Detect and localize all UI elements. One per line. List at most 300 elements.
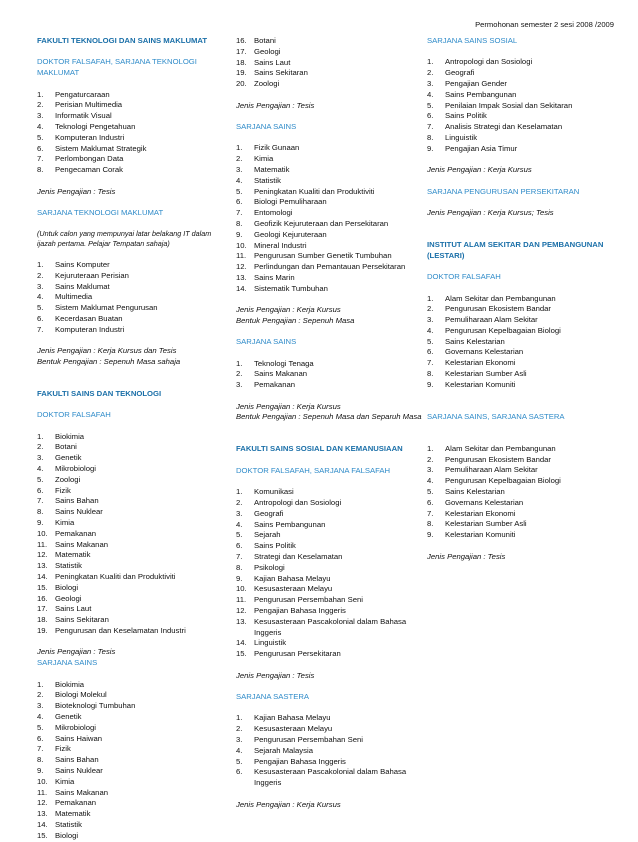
list-item bbox=[37, 325, 217, 336]
list-item bbox=[427, 519, 617, 530]
list-text: Pengurusan Ekosistem Bandar bbox=[445, 304, 551, 314]
list-item bbox=[37, 561, 217, 572]
list-item bbox=[37, 271, 217, 282]
list-number: 9. bbox=[427, 530, 434, 540]
list-item bbox=[37, 680, 217, 691]
faculty-heading: FAKULTI SAINS SOSIAL DAN KEMANUSIAAN bbox=[236, 444, 403, 454]
list-number: 1. bbox=[37, 89, 44, 99]
list-item bbox=[427, 315, 617, 326]
list-number: 12. bbox=[236, 262, 247, 272]
list-text: Statistik bbox=[254, 175, 281, 185]
study-type-text: Jenis Pengajian : Tesis bbox=[37, 186, 116, 196]
list-number: 19. bbox=[236, 68, 247, 78]
list-item bbox=[37, 282, 217, 293]
list-item bbox=[236, 595, 424, 606]
list-item bbox=[427, 326, 617, 337]
list-text: Sains Maklumat bbox=[55, 281, 110, 291]
study-type-text: Jenis Pengajian : Tesis bbox=[37, 647, 116, 657]
list-number: 4. bbox=[427, 476, 434, 486]
list-text: Pengurusan Persembahan Seni bbox=[254, 595, 363, 605]
list-item bbox=[37, 583, 217, 594]
list-text: Sains Pembangunan bbox=[445, 89, 517, 99]
programme-heading: SARJANA TEKNOLOGI MAKLUMAT bbox=[37, 207, 164, 217]
list-text: Geologi Kejuruteraan bbox=[254, 229, 327, 239]
list-text: Sains Kelestarian bbox=[445, 487, 505, 497]
list-number: 8. bbox=[37, 507, 44, 517]
spacer bbox=[236, 391, 424, 402]
list-number: 1. bbox=[427, 443, 434, 453]
list-text: Pemuliharaan Alam Sekitar bbox=[445, 315, 538, 325]
list-number: 1. bbox=[427, 293, 434, 303]
list-text: Kecerdasan Buatan bbox=[55, 313, 123, 323]
list-number: 6. bbox=[37, 733, 44, 743]
programme-heading: SARJANA SAINS bbox=[236, 121, 297, 131]
spacer bbox=[236, 133, 424, 144]
list-item bbox=[236, 724, 424, 735]
list-item bbox=[37, 518, 217, 529]
list-number: 6. bbox=[427, 111, 434, 121]
list-text: Sains Kelestarian bbox=[445, 336, 505, 346]
list-text: Mikrobiologi bbox=[55, 464, 97, 474]
list-text: Kelestarian Sumber Asli bbox=[445, 519, 527, 529]
list-number: 12. bbox=[37, 550, 48, 560]
list-number: 6. bbox=[236, 541, 243, 551]
list-text: Biokimia bbox=[55, 679, 85, 689]
list-number: 3. bbox=[427, 315, 434, 325]
list-number: 2. bbox=[37, 442, 44, 452]
list-text: Sistematik Tumbuhan bbox=[254, 283, 328, 293]
list-item bbox=[236, 47, 424, 58]
list-text: Biokimia bbox=[55, 431, 85, 441]
list-number: 1. bbox=[427, 57, 434, 67]
list-item bbox=[236, 520, 424, 531]
list-text: Kesusasteraan Pascakolonial dalam Bahasa Inggeris bbox=[254, 616, 407, 637]
list-number: 16. bbox=[37, 593, 48, 603]
list-number: 2. bbox=[37, 100, 44, 110]
list-item bbox=[427, 347, 617, 358]
list-text: Kejuruteraan Perisian bbox=[55, 270, 129, 280]
list-item bbox=[427, 476, 617, 487]
list-text: Kelestarian Ekonomi bbox=[445, 358, 516, 368]
list-text: Kesusasteraan Melayu bbox=[254, 724, 333, 734]
list-item bbox=[236, 219, 424, 230]
list-text: Pengurusan Persekitaran bbox=[254, 649, 341, 659]
list-number: 8. bbox=[37, 755, 44, 765]
list-number: 12. bbox=[37, 798, 48, 808]
list-text: Pemakanan bbox=[55, 528, 97, 538]
list-number: 8. bbox=[236, 218, 243, 228]
study-type-text: Jenis Pengajian : Kerja Kursus dan Tesis bbox=[37, 346, 177, 356]
list-text: Sains Haiwan bbox=[55, 733, 103, 743]
list-item bbox=[236, 638, 424, 649]
list-number: 9. bbox=[236, 229, 243, 239]
spacer bbox=[427, 197, 617, 208]
study-type-text: Bentuk Pengajian : Sepenuh Masa bbox=[236, 315, 355, 325]
list-number: 4. bbox=[37, 292, 44, 302]
spacer bbox=[236, 434, 424, 445]
study-type-text: Jenis Pengajian : Tesis bbox=[427, 551, 506, 561]
list-number: 13. bbox=[236, 616, 247, 626]
list-item bbox=[37, 798, 217, 809]
list-text: Sains Nuklear bbox=[55, 507, 103, 517]
list-item bbox=[427, 144, 617, 155]
list-item bbox=[236, 606, 424, 617]
study-type-text: Jenis Pengajian : Kerja Kursus bbox=[427, 165, 532, 175]
list-item bbox=[236, 359, 424, 370]
list-number: 8. bbox=[236, 562, 243, 572]
list-item bbox=[236, 746, 424, 757]
list-number: 7. bbox=[37, 324, 44, 334]
list-text: Kesusasteraan Melayu bbox=[254, 584, 333, 594]
faculty-heading: FAKULTI SAINS DAN TEKNOLOGI bbox=[37, 388, 162, 398]
list-number: 1. bbox=[236, 487, 243, 497]
spacer bbox=[236, 348, 424, 359]
list-text: Kajian Bahasa Melayu bbox=[254, 713, 331, 723]
list-text: Kelestarian Sumber Asli bbox=[445, 369, 527, 379]
list-item bbox=[236, 262, 424, 273]
study-type-text: Bentuk Pengajian : Sepenuh Masa dan Separuh Masa bbox=[236, 412, 422, 422]
list-text: Sains Bahan bbox=[55, 755, 99, 765]
list-item bbox=[37, 734, 217, 745]
list-number: 15. bbox=[236, 649, 247, 659]
list-item bbox=[37, 432, 217, 443]
list-item bbox=[236, 649, 424, 660]
list-item bbox=[236, 369, 424, 380]
list-text: Governans Kelestarian bbox=[445, 497, 524, 507]
spacer bbox=[37, 400, 217, 411]
list-number: 11. bbox=[37, 787, 48, 797]
list-item bbox=[37, 594, 217, 605]
list-text: Strategi dan Keselamatan bbox=[254, 552, 343, 562]
list-item bbox=[37, 496, 217, 507]
spacer bbox=[236, 477, 424, 488]
list-number: 5. bbox=[427, 336, 434, 346]
list-number: 1. bbox=[236, 143, 243, 153]
list-item bbox=[37, 100, 217, 111]
list-number: 7. bbox=[37, 744, 44, 754]
list-item bbox=[427, 68, 617, 79]
list-text: Pengurusan Persembahan Seni bbox=[254, 734, 363, 744]
list-number: 4. bbox=[236, 175, 243, 185]
list-text: Fizik Gunaan bbox=[254, 143, 300, 153]
list-text: Biologi Molekul bbox=[55, 690, 107, 700]
note-text: (Untuk calon yang mempunyai latar belakang IT dalam ijazah pertama. Pelajar Tempatan sahaja) bbox=[37, 229, 212, 249]
list-item bbox=[37, 572, 217, 583]
list-item bbox=[427, 294, 617, 305]
list-item bbox=[37, 788, 217, 799]
list-number: 14. bbox=[37, 819, 48, 829]
spacer bbox=[427, 541, 617, 552]
list-item bbox=[37, 442, 217, 453]
list-text: Pemakanan bbox=[254, 380, 296, 390]
list-text: Fizik bbox=[55, 485, 71, 495]
list-item bbox=[236, 68, 424, 79]
spacer bbox=[427, 47, 617, 58]
list-number: 15. bbox=[37, 830, 48, 840]
list-item bbox=[427, 57, 617, 68]
list-item bbox=[236, 713, 424, 724]
list-number: 9. bbox=[427, 143, 434, 153]
list-item bbox=[236, 735, 424, 746]
study-type-text: Jenis Pengajian : Tesis bbox=[236, 100, 315, 110]
list-text: Sains Sekitaran bbox=[254, 68, 308, 78]
list-text: Sejarah bbox=[254, 530, 281, 540]
list-text: Geografi bbox=[445, 68, 475, 78]
list-number: 6. bbox=[427, 497, 434, 507]
list-item bbox=[37, 755, 217, 766]
column-2 bbox=[236, 36, 424, 810]
list-text: Komunikasi bbox=[254, 487, 294, 497]
spacer bbox=[37, 197, 217, 208]
list-item bbox=[236, 197, 424, 208]
list-number: 14. bbox=[37, 572, 48, 582]
list-number: 1. bbox=[37, 259, 44, 269]
list-item bbox=[427, 487, 617, 498]
spacer bbox=[37, 378, 217, 389]
list-text: Geografi bbox=[254, 508, 284, 518]
list-number: 8. bbox=[37, 165, 44, 175]
list-text: Teknologi Pengetahuan bbox=[55, 121, 136, 131]
list-text: Mikrobiologi bbox=[55, 722, 97, 732]
spacer bbox=[427, 176, 617, 187]
list-number: 1. bbox=[236, 713, 243, 723]
spacer bbox=[427, 262, 617, 273]
list-number: 3. bbox=[37, 111, 44, 121]
spacer bbox=[427, 219, 617, 230]
list-number: 11. bbox=[236, 595, 247, 605]
list-number: 17. bbox=[37, 604, 48, 614]
list-item bbox=[37, 507, 217, 518]
list-number: 20. bbox=[236, 79, 247, 89]
list-item bbox=[427, 133, 617, 144]
list-item bbox=[37, 154, 217, 165]
spacer bbox=[427, 423, 617, 434]
list-item bbox=[37, 165, 217, 176]
list-number: 2. bbox=[236, 724, 243, 734]
list-item bbox=[236, 165, 424, 176]
faculty-heading: INSTITUT ALAM SEKITAR DAN PEMBANGUNAN (LESTARI) bbox=[427, 239, 604, 260]
list-text: Matematik bbox=[254, 164, 290, 174]
list-number: 2. bbox=[427, 68, 434, 78]
programme-heading: SARJANA SAINS bbox=[236, 337, 297, 347]
spacer bbox=[37, 47, 217, 58]
list-number: 5. bbox=[37, 474, 44, 484]
spacer bbox=[427, 433, 617, 444]
list-text: Pengaturcaraan bbox=[55, 89, 110, 99]
list-number: 12. bbox=[236, 606, 247, 615]
spacer bbox=[37, 368, 217, 379]
list-item bbox=[236, 187, 424, 198]
list-text: Sains Komputer bbox=[55, 259, 110, 269]
list-number: 8. bbox=[427, 519, 434, 529]
list-text: Psikologi bbox=[254, 562, 285, 572]
list-text: Botani bbox=[55, 442, 77, 452]
list-number: 4. bbox=[37, 121, 44, 131]
list-number: 2. bbox=[236, 498, 243, 508]
list-item bbox=[427, 509, 617, 520]
list-number: 16. bbox=[236, 36, 247, 45]
list-item bbox=[427, 111, 617, 122]
study-type-text: Jenis Pengajian : Kerja Kursus bbox=[236, 305, 341, 315]
list-number: 3. bbox=[427, 78, 434, 88]
list-text: Pengajian Gender bbox=[445, 78, 507, 88]
list-number: 11. bbox=[37, 539, 48, 549]
list-text: Geologi bbox=[254, 46, 281, 56]
list-text: Kesusasteraan Pascakolonial dalam Bahasa Inggeris bbox=[254, 767, 407, 788]
list-item bbox=[37, 604, 217, 615]
list-text: Kelestarian Ekonomi bbox=[445, 508, 516, 518]
list-text: Kajian Bahasa Melayu bbox=[254, 573, 331, 583]
list-text: Komputeran Industri bbox=[55, 132, 125, 142]
programme-heading: SARJANA SASTERA bbox=[236, 691, 310, 701]
list-item bbox=[427, 304, 617, 315]
list-number: 13. bbox=[37, 561, 48, 571]
list-item bbox=[37, 453, 217, 464]
list-number: 7. bbox=[427, 508, 434, 518]
column-1 bbox=[37, 36, 217, 842]
list-item bbox=[236, 154, 424, 165]
list-item bbox=[37, 690, 217, 701]
list-item bbox=[427, 455, 617, 466]
list-text: Biologi bbox=[55, 582, 79, 592]
list-number: 2. bbox=[236, 369, 243, 379]
programme-heading: DOKTOR FALSAFAH bbox=[427, 272, 501, 282]
list-item bbox=[236, 79, 424, 90]
list-text: Pengurusan Ekosistem Bandar bbox=[445, 454, 551, 464]
list-item bbox=[427, 444, 617, 455]
list-number: 7. bbox=[236, 208, 243, 218]
list-number: 13. bbox=[37, 809, 48, 819]
list-item bbox=[37, 809, 217, 820]
list-text: Sistem Maklumat Pengurusan bbox=[55, 303, 158, 313]
list-item bbox=[37, 260, 217, 271]
spacer bbox=[236, 423, 424, 434]
list-text: Linguistik bbox=[254, 638, 287, 648]
spacer bbox=[236, 703, 424, 714]
spacer bbox=[37, 637, 217, 648]
list-item bbox=[236, 584, 424, 595]
list-item bbox=[236, 563, 424, 574]
list-text: Kimia bbox=[55, 776, 75, 786]
list-text: Sains Pembangunan bbox=[254, 519, 326, 529]
list-item bbox=[236, 509, 424, 520]
list-text: Peningkatan Kualiti dan Produktiviti bbox=[254, 186, 375, 196]
spacer bbox=[236, 327, 424, 338]
list-item bbox=[236, 541, 424, 552]
list-text: Pengurusan dan Keselamatan Industri bbox=[55, 626, 186, 635]
spacer bbox=[37, 249, 217, 260]
list-item bbox=[427, 530, 617, 541]
spacer bbox=[236, 789, 424, 800]
study-type-text: Jenis Pengajian : Kerja Kursus bbox=[236, 401, 341, 411]
list-number: 5. bbox=[37, 303, 44, 313]
list-text: Botani bbox=[254, 36, 276, 45]
list-number: 7. bbox=[427, 122, 434, 132]
list-item bbox=[427, 498, 617, 509]
list-text: Antropologi dan Sosiologi bbox=[254, 498, 342, 508]
list-number: 3. bbox=[236, 508, 243, 518]
list-item bbox=[427, 465, 617, 476]
programme-heading: DOKTOR FALSAFAH, SARJANA TEKNOLOGI MAKLUMAT bbox=[37, 57, 197, 78]
list-text: Kelestarian Komuniti bbox=[445, 379, 516, 389]
list-item bbox=[236, 176, 424, 187]
list-text: Pengecaman Corak bbox=[55, 165, 123, 175]
list-text: Sains Makanan bbox=[55, 787, 108, 797]
list-text: Entomologi bbox=[254, 208, 293, 218]
list-item bbox=[37, 144, 217, 155]
list-text: Sejarah Malaysia bbox=[254, 745, 313, 755]
list-item bbox=[37, 133, 217, 144]
list-text: Teknologi Tenaga bbox=[254, 358, 314, 368]
list-text: Pengajian Bahasa Inggeris bbox=[254, 756, 346, 766]
spacer bbox=[37, 219, 217, 230]
list-text: Mineral Industri bbox=[254, 240, 307, 250]
list-text: Pemuliharaan Alam Sekitar bbox=[445, 465, 538, 475]
list-item bbox=[427, 380, 617, 391]
list-text: Pengurusan Kepelbagaian Biologi bbox=[445, 476, 561, 486]
list-number: 4. bbox=[37, 711, 44, 721]
list-number: 5. bbox=[236, 756, 243, 766]
list-number: 3. bbox=[236, 734, 243, 744]
list-number: 2. bbox=[427, 304, 434, 314]
spacer bbox=[236, 295, 424, 306]
list-number: 3. bbox=[37, 701, 44, 711]
spacer bbox=[236, 681, 424, 692]
list-item bbox=[236, 530, 424, 541]
list-number: 4. bbox=[427, 325, 434, 335]
list-number: 9. bbox=[37, 765, 44, 775]
list-number: 5. bbox=[236, 530, 243, 540]
list-text: Perisian Multimedia bbox=[55, 100, 123, 110]
list-number: 8. bbox=[427, 132, 434, 142]
list-text: Sains Politik bbox=[445, 111, 487, 121]
list-text: Zoologi bbox=[254, 79, 280, 89]
list-item bbox=[236, 498, 424, 509]
list-text: Kimia bbox=[254, 154, 274, 164]
spacer bbox=[37, 669, 217, 680]
list-text: Kimia bbox=[55, 518, 75, 528]
list-item bbox=[427, 122, 617, 133]
faculty-heading: FAKULTI TEKNOLOGI DAN SAINS MAKLUMAT bbox=[37, 36, 208, 45]
list-number: 7. bbox=[37, 154, 44, 164]
spacer bbox=[427, 391, 617, 402]
list-item bbox=[37, 626, 217, 637]
list-text: Sains Laut bbox=[254, 57, 291, 67]
list-number: 9. bbox=[37, 518, 44, 528]
list-number: 6. bbox=[236, 197, 243, 207]
list-item bbox=[37, 615, 217, 626]
list-text: Sains Makanan bbox=[254, 369, 307, 379]
programme-heading: DOKTOR FALSAFAH bbox=[37, 410, 111, 420]
list-number: 1. bbox=[37, 679, 44, 689]
list-number: 18. bbox=[236, 57, 247, 67]
list-item bbox=[236, 36, 424, 47]
spacer bbox=[236, 660, 424, 671]
list-number: 18. bbox=[37, 615, 48, 625]
study-type-text: Bentuk Pengajian : Sepenuh Masa sahaja bbox=[37, 356, 181, 366]
list-item bbox=[37, 292, 217, 303]
list-text: Perlombongan Data bbox=[55, 154, 124, 164]
list-text: Peningkatan Kualiti dan Produktiviti bbox=[55, 572, 176, 582]
list-item bbox=[427, 369, 617, 380]
list-item bbox=[236, 143, 424, 154]
list-item bbox=[427, 90, 617, 101]
list-number: 13. bbox=[236, 272, 247, 282]
list-item bbox=[37, 831, 217, 842]
spacer bbox=[427, 283, 617, 294]
list-number: 9. bbox=[427, 379, 434, 389]
list-item bbox=[37, 303, 217, 314]
